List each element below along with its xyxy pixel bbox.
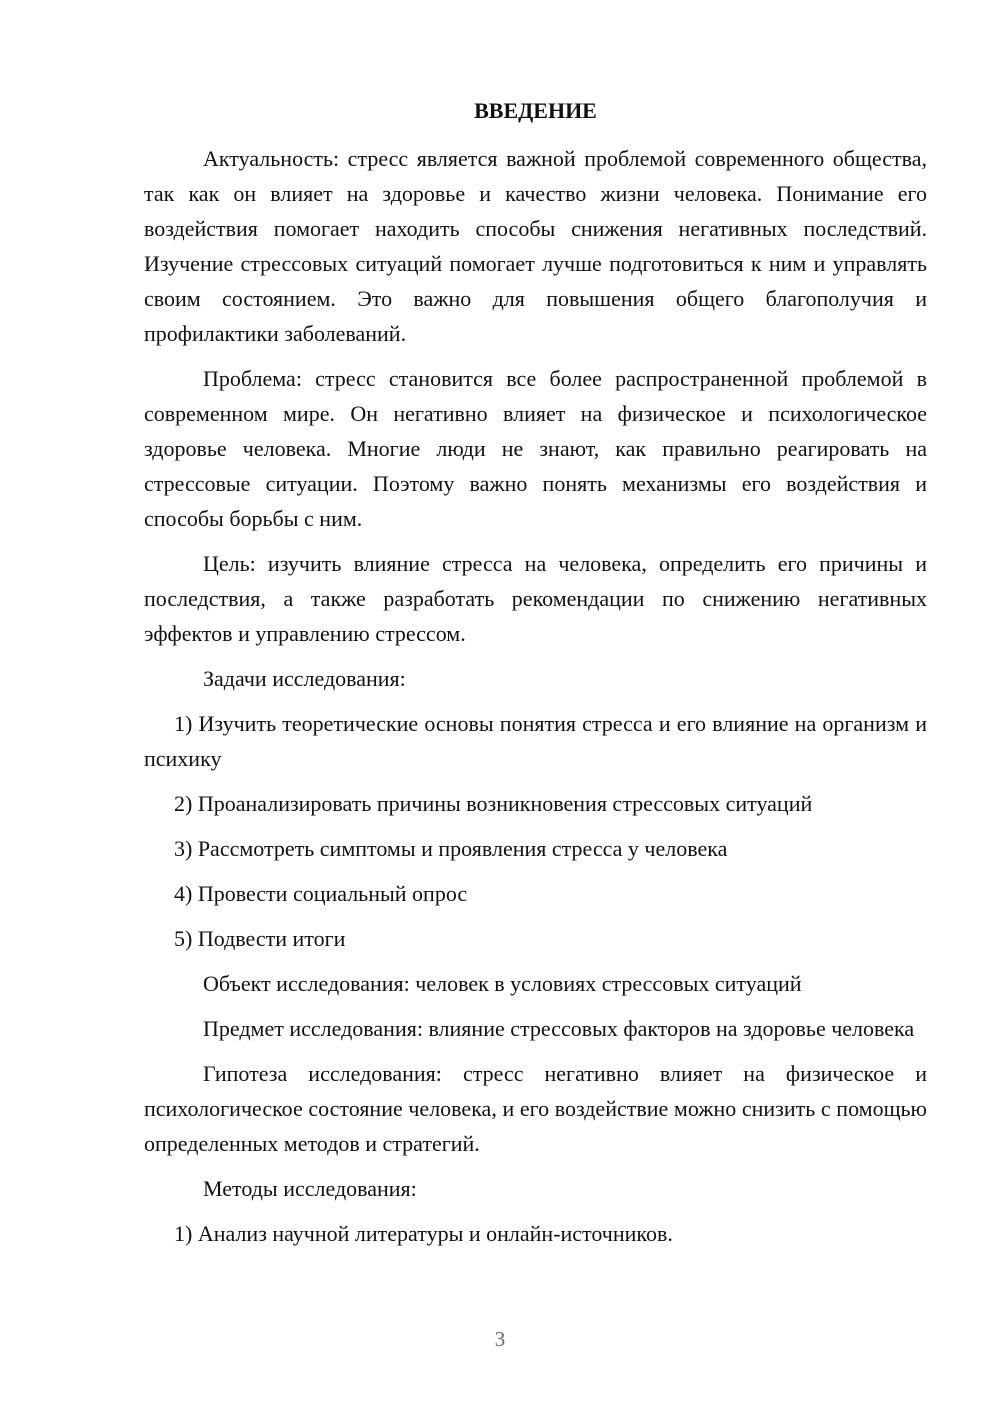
tasks-heading: Задачи исследования:	[203, 666, 406, 691]
task-item: 3) Рассмотреть симптомы и проявления стресса у человека	[174, 836, 728, 861]
object-paragraph: Объект исследования: человек в условиях стрессовых ситуаций	[203, 971, 802, 996]
goal-paragraph: Цель: изучить влияние стресса на человека, определить его причины и последствия, а также разработать рекомендации по снижению негативных эффектов и управлению стрессом.	[144, 551, 927, 646]
problem-paragraph: Проблема: стресс становится все более распространенной проблемой в современном мире. Он негативно влияет на физическое и психологическое здоровье человека. Многие люди не знают, как правильно реагировать на стрессовые ситуации. Поэтому важно понять механизмы его воздействия и способы борьбы с ним.	[144, 366, 927, 531]
hypothesis-paragraph: Гипотеза исследования: стресс негативно влияет на физическое и психологическое состояние человека, и его воздействие можно снизить с помощью определенных методов и стратегий.	[144, 1061, 927, 1156]
page-number: 3	[494, 1327, 506, 1351]
method-item: 1) Анализ научной литературы и онлайн-источников.	[174, 1221, 673, 1246]
task-item: 2) Проанализировать причины возникновения стрессовых ситуаций	[174, 791, 813, 816]
page-content	[144, 93, 927, 1261]
relevance-paragraph: Актуальность: стресс является важной проблемой современного общества, так как он влияет на здоровье и качество жизни человека. Понимание его воздействия помогает находить способы снижения негативных последствий. Изучение стрессовых ситуаций помогает лучше подготовиться к ним и управлять своим состоянием. Это важно для повышения общего благополучия и профилактики заболеваний.	[144, 146, 927, 346]
task-item: 1) Изучить теоретические основы понятия стресса и его влияние на организм и психику	[144, 711, 927, 771]
methods-heading: Методы исследования:	[203, 1176, 417, 1201]
task-item: 5) Подвести итоги	[174, 926, 346, 951]
subject-paragraph: Предмет исследования: влияние стрессовых факторов на здоровье человека	[203, 1016, 915, 1041]
section-title: ВВЕДЕНИЕ	[474, 98, 597, 123]
task-item: 4) Провести социальный опрос	[174, 881, 468, 906]
